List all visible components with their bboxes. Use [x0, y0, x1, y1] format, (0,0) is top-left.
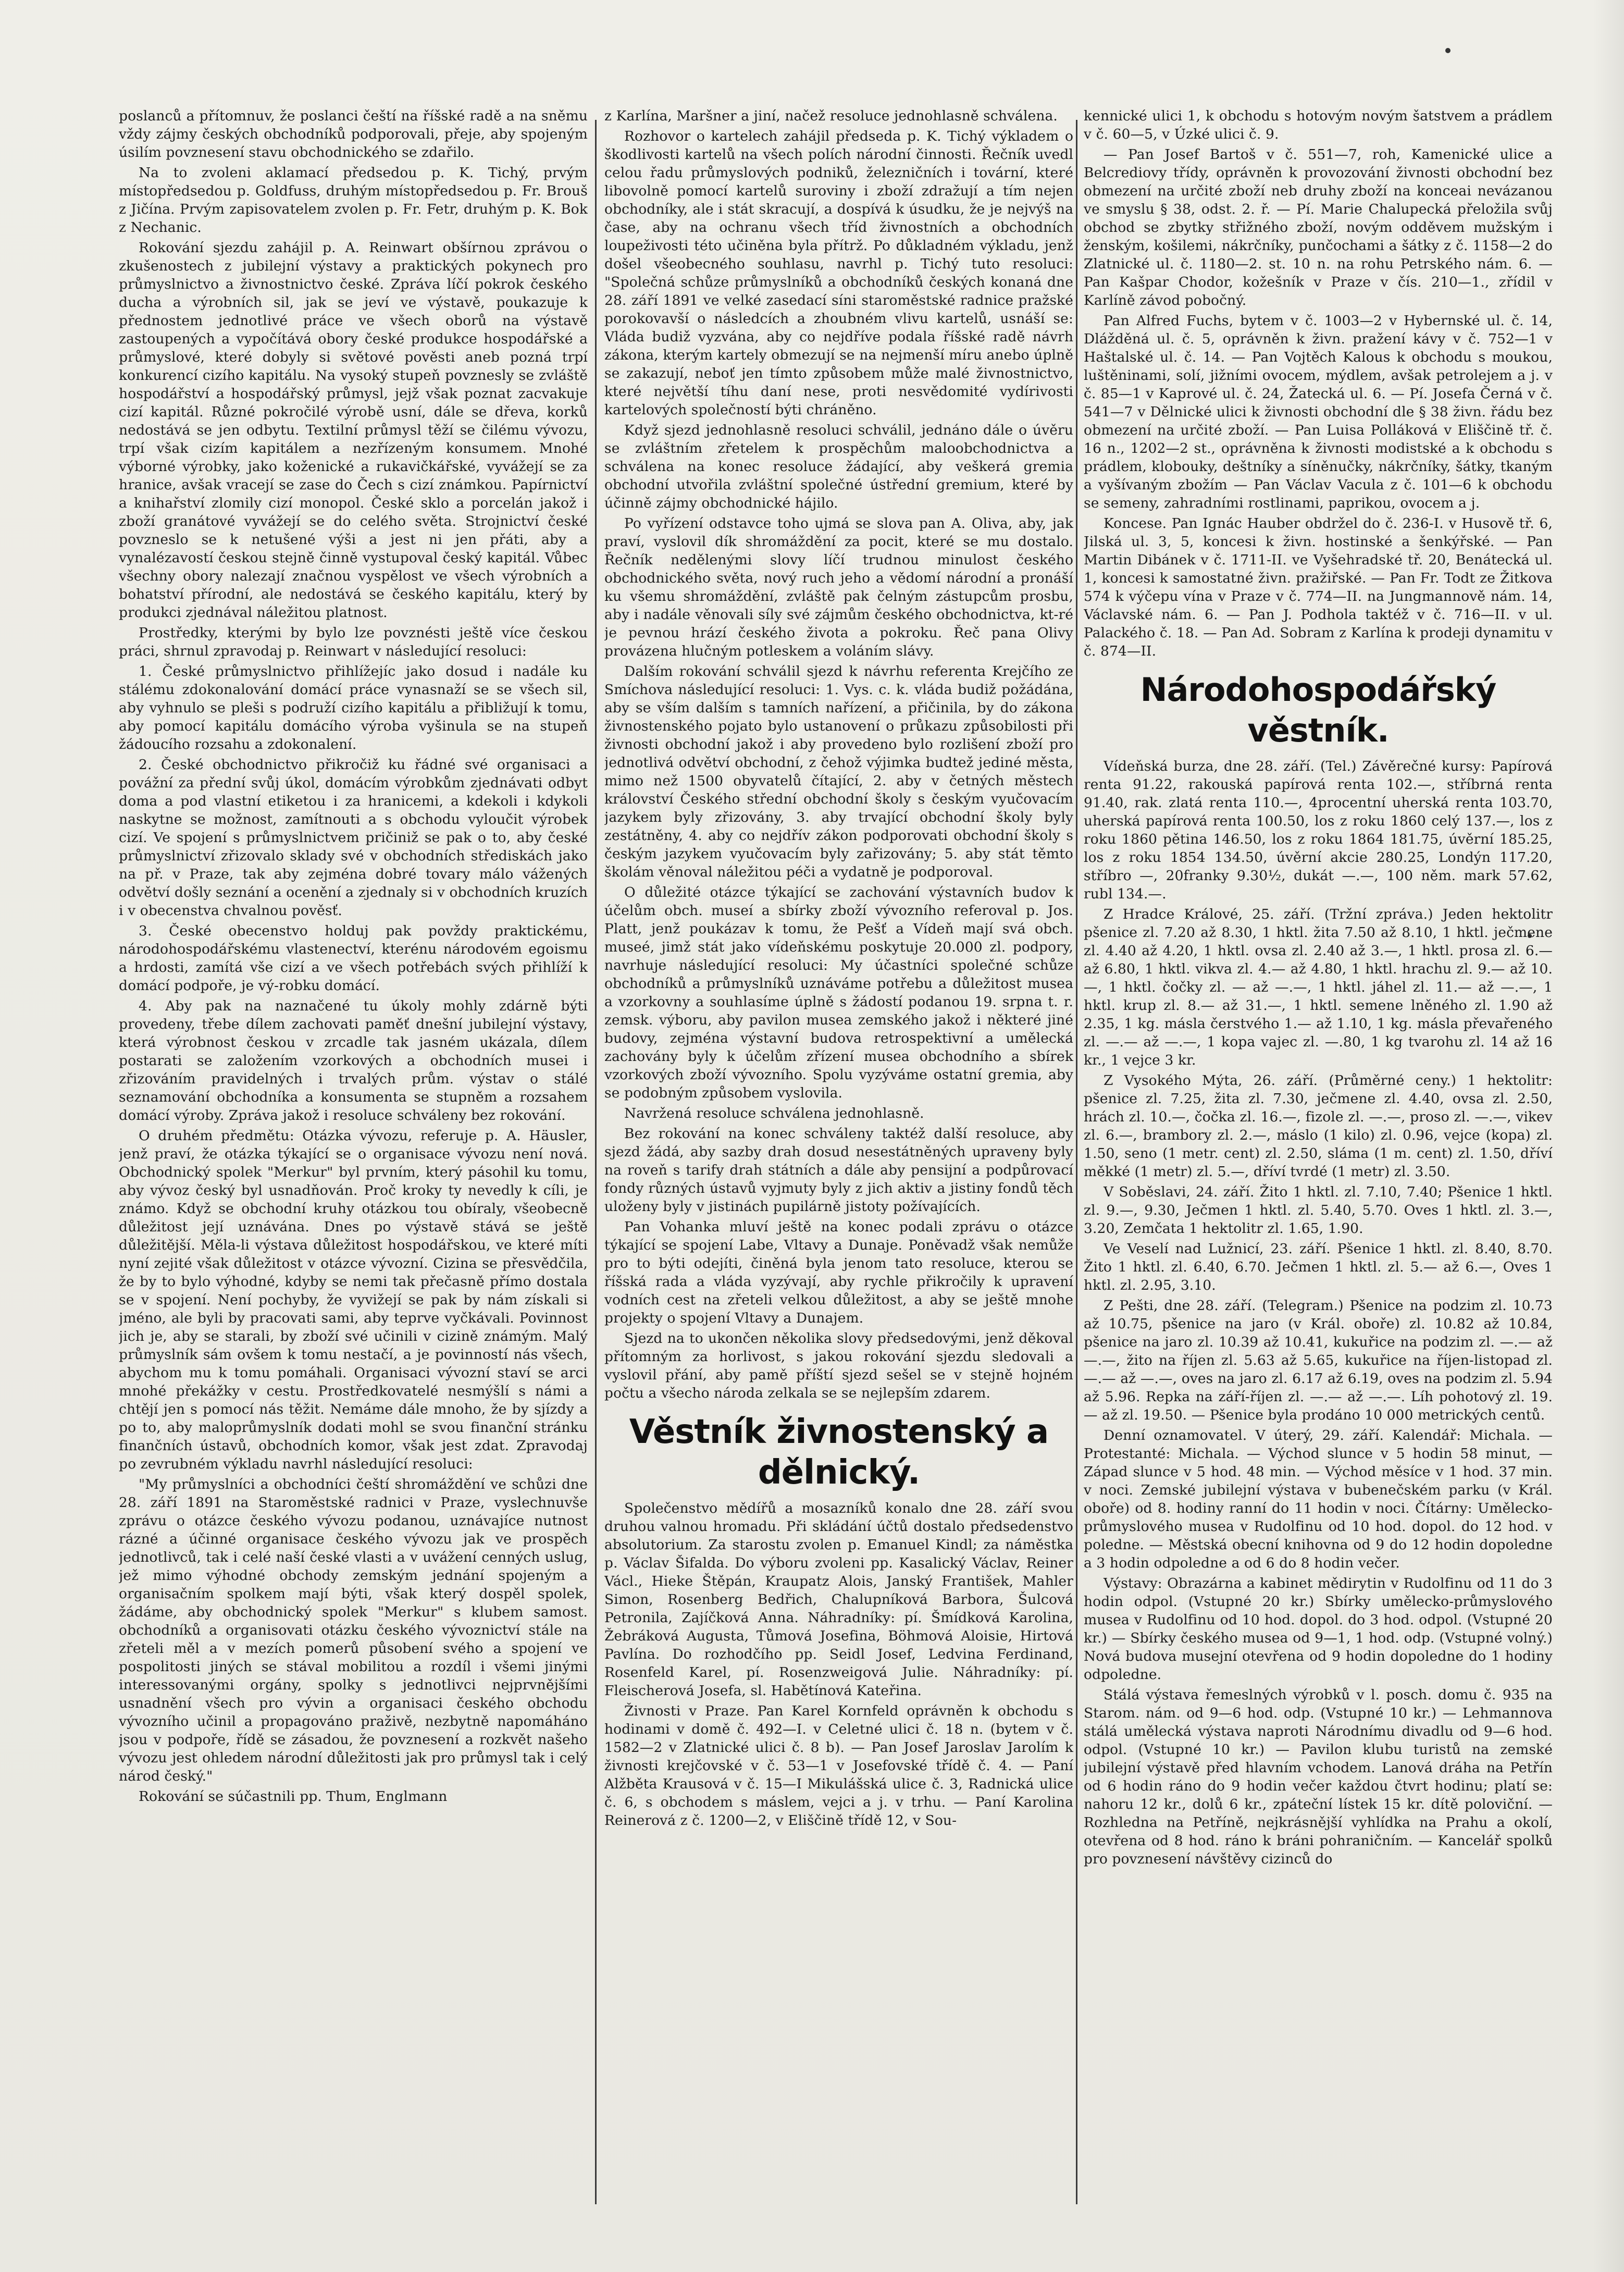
column-rule — [1076, 120, 1077, 2204]
paragraph: Z Pešti, dne 28. září. (Telegram.) Pšenice na podzim zl. 10.73 až 10.75, pšenice na jaro (v Král. oboře) zl. 10.82 až 10.84, pšenice na jaro zl. 10.39 až 10.41, kukuřice na podzim zl. —.— až —.—, žito na říjen zl. 5.63 až 5.65, kukuřice na říjen-listopad zl. —.— až —.—, oves na jaro zl. 6.17 až 6.19, oves na podzim zl. 5.94 až 5.96. Repka na září-říjen zl. —.— až —.—. Líh pohotový zl. 19.— až zl. 19.50. — Pšenice byla prodáno 10 000 metrických centů. — [1084, 1298, 1553, 1423]
paragraph: Rokování sjezdu zahájil p. A. Reinwart obšírnou zprávou o zkušenostech z jubilejní výstavy a praktických pokynech pro průmyslnictvo a živnostnictvo české. Zpráva líčí pokrok českého ducha a výrobních sil, jak se jeví ve výstavě, poukazuje k přednostem jednotlivé práce ve všech oborů na výstavě zastoupených a vypočítává obory české produkce hospodářské a průmyslové, které dobyly si světové pověsti aneb pozná trpí konkurencí cizího kapitálu. Na vysoký stupeň povznesly se zvláště hospodářství a hospodářský průmysl, jejž však poznat zacvakuje cizí kapitál. Různé pokročilé výrobě usní, dále se dřeva, korků nedostává se jen odbytu. Textilní průmysl těží se čilému vývozu, trpí však cizím kapitálem a nezřízeným konsumem. Mnohé výborné výrobky, jako koženické a rukavičkářské, vyvážejí se za hranice, avšak vracejí se zase do Čech s cizí známkou. Papírnictví a knihařství zlomily cizí monopol. České sklo a porcelán jakož i zboží granátové vyvážejí se do celého světa. Strojnictví české povzneslo se k netušené výši a jest ni jen přáti, aby a vynalézavostí českou stejně činně vystupoval český kapitál. Vůbec všechny obory nalezají značnou vyspělost ve všech výrobních a bohatství přírodní, ale nedostává se českého kapitálu, který by produkci zjednával náležitou platnost. — [119, 240, 588, 621]
paragraph: Bez rokování na konec schváleny taktéž další resoluce, aby sjezd žádá, aby sazby drah dosud nesestátněných upraveny byly na roveň s tarify drah státních a dále aby pensijní a podpůrovací fondy různých ústavů vyjmuty byly z jich aktiv a jistiny fondů těch uloženy byly v jistinách pupilárně jistoty požívajících. — [604, 1126, 1073, 1215]
paragraph: Z Vysokého Mýta, 26. září. (Průměrné ceny.) 1 hektolitr: pšenice zl. 7.25, žita zl. 7.30, ječmene zl. 4.40, ovsa zl. 2.50, hrách zl. 10.—, čočka zl. 16.—, fizole zl. —.—, proso zl. —.—, vikev zl. 6.—, brambory zl. 2.—, máslo (1 kilo) zl. 0.96, vejce (kopa) zl. 1.50, seno (1 metr. cent) zl. 2.50, sláma (1 m. cent) zl. 1.50, dříví měkké (1 metr) zl. 5.—, dříví tvrdé (1 metr) zl. 3.50. — [1084, 1072, 1553, 1180]
paragraph: Dalším rokování schválil sjezd k návrhu referenta Krejčího ze Smíchova následující resoluci: 1. Vys. c. k. vláda budiž požádána, aby se vším dalším s tamních nařízení, a přičinila, by do zákona živnostenského pojato bylo ustanovení o průkazu způsobilosti při živnosti obchodní jakož i aby provedeno bylo rozlišení zboží pro jednotlivá odvětví obchodní, z čehož výjimka budtež jediné města, mimo než 1500 obyvatelů čítající, 2. aby v četných městech království Českého střední obchodní školy s českým vyučovacím jazykem byly zřizovány, 3. aby trvající obchodní školy byly zestátněny, 4. aby co nejdřív zákon podporovati obchodní školy s českým jazykem vyučovacím byly zařizovány; 5. aby stát těmto školám věnoval náležitou péči a vydatně je podporoval. — [604, 663, 1073, 880]
paragraph: Prostředky, kterými by bylo lze povznésti ještě více českou práci, shrnul zpravodaj p. Reinwart v následující resoluci: — [119, 625, 588, 659]
paragraph: O druhém předmětu: Otázka vývozu, referuje p. A. Häusler, jenž praví, že otázka týkající se o organisace vývozu není nová. Obchodnický spolek "Merkur" byl prvním, který pásohil ku tomu, aby vývoz český byl usnadňován. Proč kroky ty nevedly k cíli, je známo. Když se obchodní kruhy otázkou tou obíraly, všeobecně důležitost její uznávána. Dnes po výstavě stává se ještě důležitější. Měla-li výstava důležitost hospodářskou, ve které míti nyní zejité však důležitost v otázce vývozní. Cizina se přesvědčila, že by to bylo výhodné, kdyby se nemi tak přečasně přímo dostala se v spojení. Není pochyby, že vyvižejí se pak by nám získali si jméno, ale byli by pracovati sami, aby teprve vyčkávali. Povinnost jich je, aby se starali, by zboží své učinili v cizině známým. Malý průmyslník sám ovšem k tomu nestačí, a je povinností nás všech, abychom mu k tomu pomáhali. Organisaci vývozní staví se arci mnohé překážky v cestu. Prostředkovatelé nesmýšlí s námi a chtějí jen s pomocí nás těžit. Nemáme dále mnoho, že by sjízdy a po to, aby maloprůmyslník dodati mohl se svou finanční stránku finančních ústavů, obchodních komor, však jest zdat. Zpravodaj po zevrubném výkladu navrhl následující resoluci: — [119, 1128, 588, 1472]
paragraph: — Pan Josef Bartoš v č. 551—7, roh, Kamenické ulice a Belcrediovy třídy, oprávněn k provozování živnosti obchodní bez obmezení na určité zboží neb druhy zboží na konceai nevázanou ve smyslu § 38, odst. 2. ř. — Pí. Marie Chalupecká přeložila svůj obchod se zbytky střižného zboží, novým odděvem mužským i ženským, košilemi, nákrčníky, punčochami a šátky z č. 1158—2 do Zlatnické ul. č. 1180—2. st. 10 n. na rohu Petrského nám. 6. — Pan Kašpar Chodor, kožešník v Praze v čís. 210—1., zřídil v Karlíně závod pobočný. — [1084, 146, 1553, 308]
paragraph: Denní oznamovatel. V úterý, 29. září. Kalendář: Michala. — Protestanté: Michala. — Východ slunce v 5 hodin 58 minut, — Západ slunce v 5 hod. 48 min. — Východ měsíce v 1 hod. 37 min. v noci. Zemské jubilejní výstava v bubenečském parku (v Král. oboře) od 8. hodiny ranní do 11 hodin v noci. Čítárny: Umělecko-průmyslového musea v Rudolfinu od 10 hod. dopol. do 12 hod. v poledne. — Městská obecní knihovna od 9 do 12 hodin dopoledne a 3 hodin odpoledne a od 6 do 8 hodin večer. — [1084, 1427, 1553, 1571]
paragraph: Z Hradce Králové, 25. září. (Tržní zpráva.) Jeden hektolitr pšenice zl. 7.20 až 8.30, 1 hktl. žita 7.50 až 8.10, 1 hktl. ječmene zl. 4.40 až 4.20, 1 hktl. ovsa zl. 2.40 až 3.—, 1 hktl. prosa zl. 6.— až 6.80, 1 hktl. vikva zl. 4.— až 4.80, 1 hktl. hrachu zl. 9.— až 10.—, 1 hktl. čočky zl. — až —.—, 1 hktl. jáhel zl. 11.— až —.—, 1 hktl. krup zl. 8.— až 31.—, 1 hktl. semene lněného zl. 1.90 až 2.35, 1 kg. másla čerstvého 1.— až 1.10, 1 kg. másla převařeného zl. —.— až —.—, 1 kopa vajec zl. —.80, 1 kg tvarohu zl. 14 až 16 kr., 1 vejce 3 kr. — [1084, 906, 1553, 1068]
paragraph: Pan Vohanka mluví ještě na konec podali zprávu o otázce týkající se spojení Labe, Vltavy a Dunaje. Poněvadž však nemůže pro to býti odejíti, činěná byla jenom tato resoluce, kterou se říšská rada a vláda vyzývají, aby rychle přikročily k upravení vodních cest na zřeteli velkou důležitost, a aby se ještě mnohe projekty o spojení Vltavy a Dunajem. — [604, 1219, 1073, 1326]
paragraph: kennické ulici 1, k obchodu s hotovým novým šatstvem a prádlem v č. 60—5, v Úzké ulici č. 9. — [1084, 108, 1553, 142]
paragraph: O důležité otázce týkající se zachování výstavních budov k účelům obch. museí a sbírky zboží vývozního referoval p. Jos. Platt, jenž poukázav k tomu, že Pešť a Vídeň mají svá obch. museé, jimž stát jako vídeňskému poskytuje 20.000 zl. podpory, navrhuje následující resoluci: My účastníci společné schůze obchodníků a průmyslníků uznáváme potřebu a důležitost musea a vzorkovny a souhlasíme úplně s žádostí podanou 19. srpna t. r. zemsk. výboru, aby pavilon musea zemského jakož i některé jiné budovy, zejména výstavní budova retrospektivní a umělecká zachovány byly k účelům zřízení musea obchodního a sbírek vzorkových zboží vývozního. Spolu vyzýváme ostatní gremia, aby se podobným způsobem vyslovila. — [604, 884, 1073, 1101]
section-heading: Národohospodářský věstník. — [1140, 671, 1496, 749]
section-heading: Věstník živnostenský a dělnický. — [629, 1413, 1049, 1492]
paragraph: Společenstvo mědířů a mosazníků konalo dne 28. září svou druhou valnou hromadu. Při skládání účtů dostalo předsedenstvo absolutorium. Za starostu zvolen p. Emanuel Kindl; za náměstka p. Václav Šifalda. Do výboru zvoleni pp. Kasalický Václav, Reiner Václ., Hieke Štěpán, Kraupatz Alois, Janský František, Mahler Simon, Rosenberg Bedřich, Chalupníková Barbora, Šulcová Petronila, Zajíčková Anna. Náhradníky: pí. Šmídková Karolina, Žebráková Augusta, Tůmová Josefina, Böhmová Aloisie, Hirtová Pavlína. Do rozhodčího pp. Seidl Josef, Ledvina Ferdinand, Rosenfeld Karel, pí. Rosenzweigová Julie. Náhradníky: pí. Fleischerová Josefa, sl. Habětínová Kateřina. — [604, 1500, 1073, 1699]
paragraph: Ve Veselí nad Lužnicí, 23. září. Pšenice 1 hktl. zl. 8.40, 8.70. Žito 1 hktl. zl. 6.40, 6.70. Ječmen 1 hktl. zl. 5.— až 6.—, Oves 1 hktl. zl. 2.95, 3.10. — [1084, 1241, 1553, 1293]
paragraph: 4. Aby pak na naznačené tu úkoly mohly zdárně býti provedeny, třebe dílem zachovati paměť dnešní jubilejní výstavy, která výrobnost českou v zrcadle tak jasném ukázala, dílem postarati se založením vzorkových a obchodních musei i zřizováním pravidelných i trvalých prům. výstav o stálé seznamování obchodníka a konsumenta se stupněm a rozsahem domácí výroby. Zpráva jakož i resoluce schváleny bez rokování. — [119, 998, 588, 1123]
paragraph: 2. České obchodnictvo přikročiž ku řádné své organisaci a povážní za přední svůj úkol, domácím výrobkům zjednávati odbyt doma a pod vlastní etiketou i za hranicemi, a kdekoli i kdykoli naskytne se možnost, zamítnouti a s obchodu vyloučit výrobek cizí. Ve spojení s průmyslnictvem pričiniž se pak o to, aby české průmyslnictví zřizovalo sklady své v obchodních střediskách jako na př. v Praze, tak aby zejména dobré tovary málo vážených odvětví došly seznání a ocenění a zjednaly si v obchodních kruzích i v obecenstva chvalnou pověsť. — [119, 757, 588, 919]
column-rule — [595, 120, 597, 2204]
paragraph: Když sjezd jednohlasně resoluci schválil, jednáno dále o úvěru se zvláštním zřetelem k prospěchům maloobchodnictva a schválena na konec resoluce žádající, aby veškerá gremia obchodní utvořila zvláštní společné ústřední gremium, které by účinně zájmy obchodnické hájilo. — [604, 422, 1073, 511]
paragraph: poslanců a přítomnuv, že poslanci čeští na říšské radě a na sněmu vždy zájmy českých obchodníků podporovali, přeje, aby spojeným úsilím povznesení stavu obchodnického se zdařilo. — [119, 108, 588, 160]
paragraph: Na to zvoleni aklamací předsedou p. K. Tichý, prvým místopředsedou p. Goldfuss, druhým místopředsedou p. Fr. Brouš z Jičína. Prvým zapisovatelem zvolen p. Fr. Fetr, druhým p. K. Bok z Nechanic. — [119, 165, 588, 236]
page-edge-shadow — [1593, 0, 1624, 2272]
text-column-3 — [1084, 107, 1553, 2228]
paragraph: Rokování se súčastnili pp. Thum, Englmann — [139, 1788, 448, 1805]
paragraph: Výstavy: Obrazárna a kabinet mědirytin v Rudolfinu od 11 do 3 hodin odpol. (Vstupné 20 kr.) Sbírky umělecko-průmyslového musea v Rudolfinu od 10 hod. dopol. do 3 hod. odpol. (Vstupné 20 kr.) — Sbírky českého musea od 9—1, 1 hod. odp. (Vstupné volný.) Nová budova musejní otevřena od 9 hodin dopoledne do 1 hodiny odpoledne. — [1084, 1575, 1553, 1683]
paragraph: Sjezd na to ukončen několika slovy předsedovými, jenž děkoval přítomným za horlivost, s jakou rokování sjezdu sledovali a vyslovil přání, aby pamě příští sjezd sešel se v stejně hojném počtu a všecho národa zelkala se se nejlepším zdarem. — [604, 1330, 1073, 1401]
print-speck — [1445, 48, 1451, 53]
paragraph: Pan Alfred Fuchs, bytem v č. 1003—2 v Hybernské ul. č. 14, Dlážděná ul. č. 5, oprávněn k živn. pražení kávy v č. 752—1 v Haštalské ul. č. 14. — Pan Vojtěch Kalous k obchodu s moukou, luštěninami, solí, jižními ovocem, mýdlem, avšak petrolejem a j. v č. 85—1 v Kaprové ul. č. 24, Žatecká ul. 6. — Pí. Josefa Černá v č. 541—7 v Dělnické ulici k živnosti obchodní dle § 38 živn. řádu bez obmezení na určité zboží. — Pan Luisa Polláková v Eliščině tř. č. 16 n., 1202—2 st., oprávněna k živnosti modistské a k obchodu s prádlem, klobouky, deštníky a síněnučky, nákrčníky, šátky, tkaným a vyšívaným zbožím — Pan Václav Vacula z č. 101—6 k obchodu se semeny, zahradními rostlinami, paprikou, ovocem a j. — [1084, 313, 1553, 511]
paragraph: 3. České obecenstvo holduj pak povždy praktickému, národohospodářskému vlastenectví, kterénu národovém egoismu a hrdosti, zamítá vše cizí a ve všech potřebách svých přihlíží k domácí podpoře, je vý-robku domácí. — [119, 923, 588, 994]
paragraph: Po vyřízení odstavce toho ujmá se slova pan A. Oliva, aby, jak praví, vyslovil dík shromáždění za pocit, které se mu dostalo. Řečník nedělenými slovy líčí trudnou minulost českého obchodnického světa, nový ruch jeho a vědomí národní a pronáší ku všemu shromáždění, zvláště pak čelným zástupcům prosbu, aby i nadále věnovali síly své zájmům českého obchodnictva, kt-ré je pevnou hrází českého života a pokroku. Řeč pana Olivy provázena hlučným potleskem a voláním slávy. — [604, 515, 1073, 659]
paragraph: Koncese. Pan Ignác Hauber obdržel do č. 236-I. v Husově tř. 6, Jilská ul. 3, 5, koncesi k živn. hostinské a šenkýřské. — Pan Martin Dibánek v č. 1711-II. ve Vyšehradské tř. 20, Benátecká ul. 1, koncesi k samostatné živn. pražiřské. — Pan Fr. Todt ze Žitkova 574 k výčepu vína v Praze v č. 774—II. na Jungmannově nám. 14, Václavské nám. 6. — Pan J. Podhola taktéž v č. 716—II. v ul. Palackého č. 18. — Pan Ad. Sobram z Karlína k prodeji dynamitu v č. 874—II. — [1084, 515, 1553, 659]
paragraph: "My průmyslníci a obchodníci čeští shromáždění ve schůzi dne 28. září 1891 na Staroměstské radnici v Praze, vyslechnuvše zprávu o otázce českého vývozu podanou, uznávajíce nutnost rázné a účinné organisace českého vývozu jak ve prospěch jednotlivců, tak i celé naší české vlasti a v uvážení cenných uslug, jež mimo výhodné obchody zemským jednání spojeným a organisačním spolkem mají býti, však který dospěl spolek, žádáme, aby obchodnický spolek "Merkur" s klubem samost. obchodníků a organisovati otázku českého vývoznictví stále na zřeteli měl a v mezích pomerů působení svého a spojení ve pospolitosti jiných se stával mobilitou a rozdíl i všemi jinými interessovanými orgány, spolky s jednotlivci nejprvnějšími usnadnění všech pro vývin a organisaci českého obchodu vývozního učinil a propagováno praživě, nezbytně napomáháno jsou v podpoře, řídě se zásadou, že povznesení a rozkvět našeho vývozu jest ohledem národní důležitosti jak pro průmysl tak i celý národ český." — [119, 1476, 588, 1784]
paragraph: Živnosti v Praze. Pan Karel Kornfeld oprávněn k obchodu s hodinami v domě č. 492—I. v Celetné ulici č. 18 n. (bytem v č. 1582—2 v Zlatnické ulici č. 8 b). — Pan Josef Jaroslav Jarolím k živnosti krejčovské v č. 53—1 v Josefovské třídě č. 4. — Paní Alžběta Krausová v č. 15—I Mikulášská ulice č. 3, Radnická ulice č. 6, s obchodem s máslem, vejci a j. v trhu. — Paní Karolina Reinerová z č. 1200—2, v Eliščině třídě 12, v Sou- — [604, 1703, 1073, 1829]
text-column-2 — [604, 107, 1073, 2228]
paragraph: Navržená resoluce schválena jednohlasně. — [624, 1105, 924, 1121]
text-column-1 — [119, 107, 588, 2228]
paragraph: Rozhovor o kartelech zahájil předseda p. K. Tichý výkladem o škodlivosti kartelů na všech polích národní činnosti. Řečník uvedl celou řadu průmyslových podniků, železničních i tovární, které libovolně pomocí kartelů suroviny i zboží zdražují a tím nejen obchodníky, ale i stát skracují, a dospívá k úsudku, že je nejvýš na čase, aby na ochranu všech tříd živnostních a obchodních loupeživosti této učiněna byla přítrž. Po důkladném výkladu, jenž došel všeobecného souhlasu, navrhl p. Tichý tuto resoluci: "Společná schůze průmyslníků a obchodníků českých konaná dne 28. září 1891 ve velké zasedací síni staroměstské radnice pražské porokovavší o následcích a zhoubném vlivu kartelů, usnáší se: Vláda budiž vyzvána, aby co nejdříve podala říšské radě návrh zákona, kterým kartely obmezují se na nejmenší míru anebo úplně se zakazují, neboť jen tímto způsobem může malé živnostnictvo, které největší tíhu daní nese, proti nesvědomité vydírivosti kartelových společností býti chráněno. — [604, 128, 1073, 418]
paragraph: z Karlína, Maršner a jiní, načež resoluce jednohlasně schválena. — [604, 108, 1058, 124]
paragraph: 1. České průmyslnictvo přihlížejíc jako dosud i nadále ku stálému zdokonalování domácí práce vynasnaží se se všech sil, aby vyhnulo se pleši s podruží cizího kapitálu a přibližují k tomu, aby pomocí kapitálu domácího výroba vyšinula se na stupeň žádoucího rozsahu a zdokonalení. — [119, 663, 588, 752]
paragraph: Vídeňská burza, dne 28. září. (Tel.) Závěrečné kursy: Papírová renta 91.22, rakouská papírová renta 102.—, stříbrná renta 91.40, rak. zlatá renta 110.—, 4procentní uherská renta 103.70, uherská papírová renta 100.50, los z roku 1860 celý 137.—, los z roku 1860 pětina 146.50, los z roku 1864 181.75, úvěrní 185.25, los z roku 1854 134.50, úvěrní akcie 280.25, Londýn 117.20, stříbro —, 20franky 9.30½, dukát —.—, 100 něm. mark 57.62, rubl 134.—. — [1084, 758, 1553, 902]
paragraph: Stálá výstava řemeslných výrobků v l. posch. domu č. 935 na Starom. nám. od 9—6 hod. odp. (Vstupné 10 kr.) — Lehmannova stálá umělecká výstava naproti Národnímu divadlu od 9—6 hod. odpol. (Vstupné 10 kr.) — Pavilon klubu turistů na zemské jubilejní výstavě před hlavním vchodem. Lanová dráha na Petřín od 6 hodin ráno do 9 hodin večer každou čtvrt hodinu; platí se: nahoru 12 kr., dolů 6 kr., zpáteční lístek 15 kr. dítě poloviční. — Rozhledna na Petříně, nejkrásnější vyhlídka na Prahu a okolí, otevřena od 8 hod. ráno k bráni pohraničním. — Kancelář spolků pro povznesení návštěvy cizinců do — [1084, 1687, 1553, 1867]
paragraph: V Soběslavi, 24. září. Žito 1 hktl. zl. 7.10, 7.40; Pšenice 1 hktl. zl. 9.—, 9.30, Ječmen 1 hktl. zl. 5.40, 5.70. Oves 1 hktl. zl. 3.—, 3.20, Zemčata 1 hektolitr zl. 1.65, 1.90. — [1084, 1184, 1553, 1237]
